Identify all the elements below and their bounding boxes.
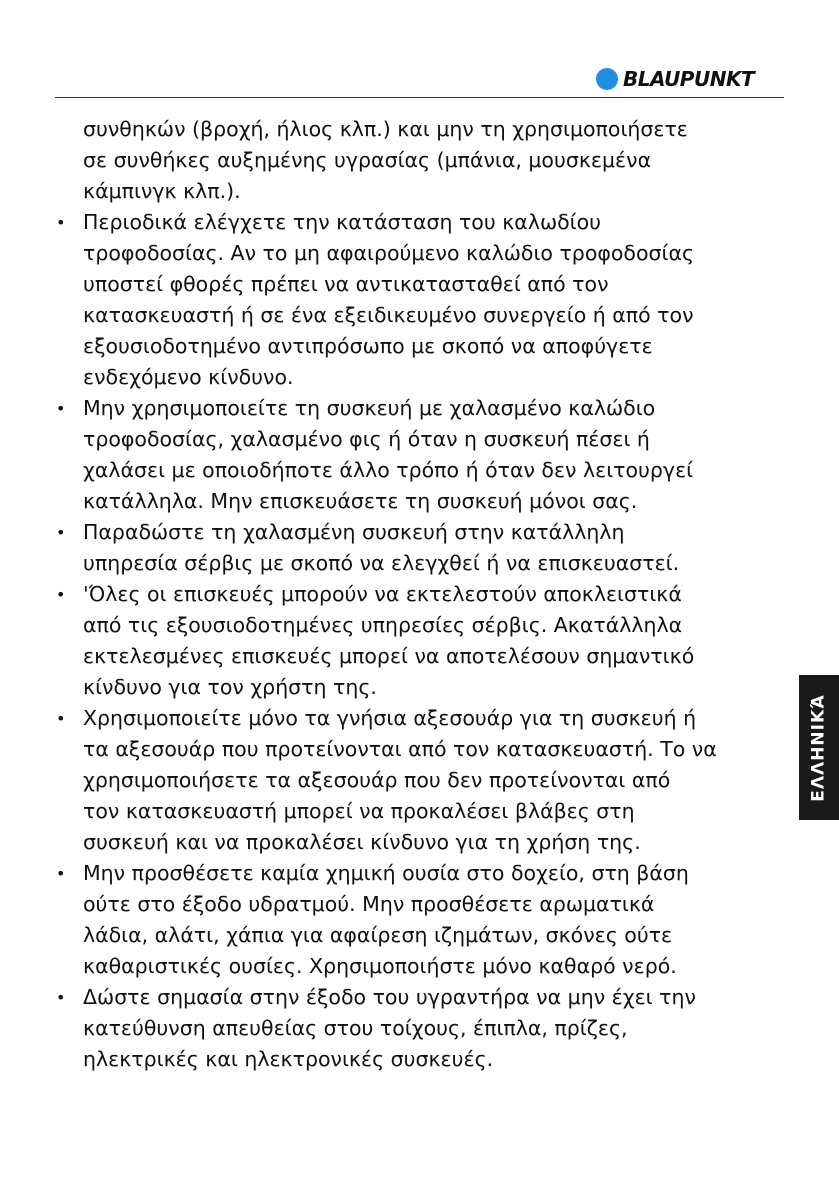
bullet-icon: • bbox=[56, 399, 66, 418]
instruction-line: Μην χρησιμοποιείτε τη συσκευή με χαλασμένο καλώδιο bbox=[83, 396, 656, 420]
instruction-line: χαλάσει με οποιοδήποτε άλλο τρόπο ή όταν δεν λειτουργεί bbox=[83, 458, 694, 482]
instruction-line: υποστεί φθορές πρέπει να αντικατασταθεί από τον bbox=[83, 272, 609, 296]
instruction-line: καθαριστικές ουσίες. Χρησιμοποιήστε μόνο καθαρό νερό. bbox=[83, 954, 677, 978]
logo-dot-icon bbox=[596, 68, 618, 90]
bullet-icon: • bbox=[56, 585, 66, 604]
bullet-icon: • bbox=[56, 864, 66, 883]
bullet-icon: • bbox=[56, 709, 66, 728]
instruction-paragraph bbox=[52, 393, 787, 517]
safety-instructions bbox=[52, 114, 787, 1075]
instruction-line: λάδια, αλάτι, χάπια για αφαίρεση ιζημάτων, σκόνες ούτε bbox=[83, 923, 673, 947]
instruction-paragraph bbox=[52, 579, 787, 703]
instruction-line: κατάλληλα. Μην επισκευάσετε τη συσκευή μόνοι σας. bbox=[83, 489, 638, 513]
brand-logo bbox=[596, 66, 754, 92]
bullet-icon: • bbox=[56, 988, 66, 1007]
instruction-line: Περιοδικά ελέγχετε την κατάσταση του καλωδίου bbox=[83, 210, 602, 234]
bullet-icon: • bbox=[56, 523, 66, 542]
instruction-paragraph bbox=[52, 517, 787, 579]
instruction-line: συσκευή και να προκαλέσει κίνδυνο για τη χρήση της. bbox=[83, 830, 641, 854]
bullet-icon: • bbox=[56, 213, 66, 232]
instruction-line: ούτε στο έξοδο υδρατμού. Μην προσθέσετε αρωματικά bbox=[83, 892, 655, 916]
language-tab-label: ΕΛΛΗΝΙΚΆ bbox=[809, 693, 829, 802]
instruction-line: κάμπινγκ κλπ.). bbox=[83, 179, 241, 203]
instruction-line: κατασκευαστή ή σε ένα εξειδικευμένο συνεργείο ή από τον bbox=[83, 303, 694, 327]
instruction-line: κατεύθυνση απευθείας στου τοίχους, έπιπλα, πρίζες, bbox=[83, 1016, 628, 1040]
instruction-paragraph bbox=[52, 207, 787, 393]
instruction-paragraph bbox=[52, 703, 787, 858]
instruction-line: Δώστε σημασία στην έξοδο του υγραντήρα να μην έχει την bbox=[83, 985, 696, 1009]
instruction-line: χρησιμοποιήσετε τα αξεσουάρ που δεν προτείνονται από bbox=[83, 768, 671, 792]
instruction-line: ενδεχόμενο κίνδυνο. bbox=[83, 365, 294, 389]
brand-name: BLAUPUNKT bbox=[623, 67, 755, 91]
instruction-line: σε συνθήκες αυξημένης υγρασίας (μπάνια, μουσκεμένα bbox=[83, 148, 652, 172]
instruction-line: εξουσιοδοτημένο αντιπρόσωπο με σκοπό να αποφύγετε bbox=[83, 334, 653, 358]
instruction-paragraph bbox=[52, 114, 787, 207]
instruction-line: τροφοδοσίας. Αν το μη αφαιρούμενο καλώδιο τροφοδοσίας bbox=[83, 241, 694, 265]
instruction-line: συνθηκών (βροχή, ήλιος κλπ.) και μην τη χρησιμοποιήσετε bbox=[83, 117, 688, 141]
header-divider bbox=[55, 97, 784, 98]
instruction-paragraph bbox=[52, 858, 787, 982]
instruction-paragraph bbox=[52, 982, 787, 1075]
instruction-line: κίνδυνο για τον χρήστη της. bbox=[83, 675, 377, 699]
instruction-line: Μην προσθέσετε καμία χημική ουσία στο δοχείο, στη βάση bbox=[83, 861, 689, 885]
instruction-line: Παραδώστε τη χαλασμένη συσκευή στην κατάλληλη bbox=[83, 520, 625, 544]
instruction-line: ηλεκτρικές και ηλεκτρονικές συσκευές. bbox=[83, 1047, 494, 1071]
instruction-line: 'Όλες οι επισκευές μπορούν να εκτελεστούν αποκλειστικά bbox=[83, 582, 682, 606]
instruction-line: Χρησιμοποιείτε μόνο τα γνήσια αξεσουάρ για τη συσκευή ή bbox=[83, 706, 697, 730]
language-tab bbox=[799, 675, 839, 820]
instruction-line: υπηρεσία σέρβις με σκοπό να ελεγχθεί ή να επισκευαστεί. bbox=[83, 551, 680, 575]
instruction-line: τον κατασκευαστή μπορεί να προκαλέσει βλάβες στη bbox=[83, 799, 635, 823]
instruction-line: τα αξεσουάρ που προτείνονται από τον κατασκευαστή. Το να bbox=[83, 737, 717, 761]
instruction-line: από τις εξουσιοδοτημένες υπηρεσίες σέρβις. Ακατάλληλα bbox=[83, 613, 683, 637]
instruction-line: τροφοδοσίας, χαλασμένο φις ή όταν η συσκευή πέσει ή bbox=[83, 427, 650, 451]
instruction-line: εκτελεσμένες επισκευές μπορεί να αποτελέσουν σημαντικό bbox=[83, 644, 695, 668]
